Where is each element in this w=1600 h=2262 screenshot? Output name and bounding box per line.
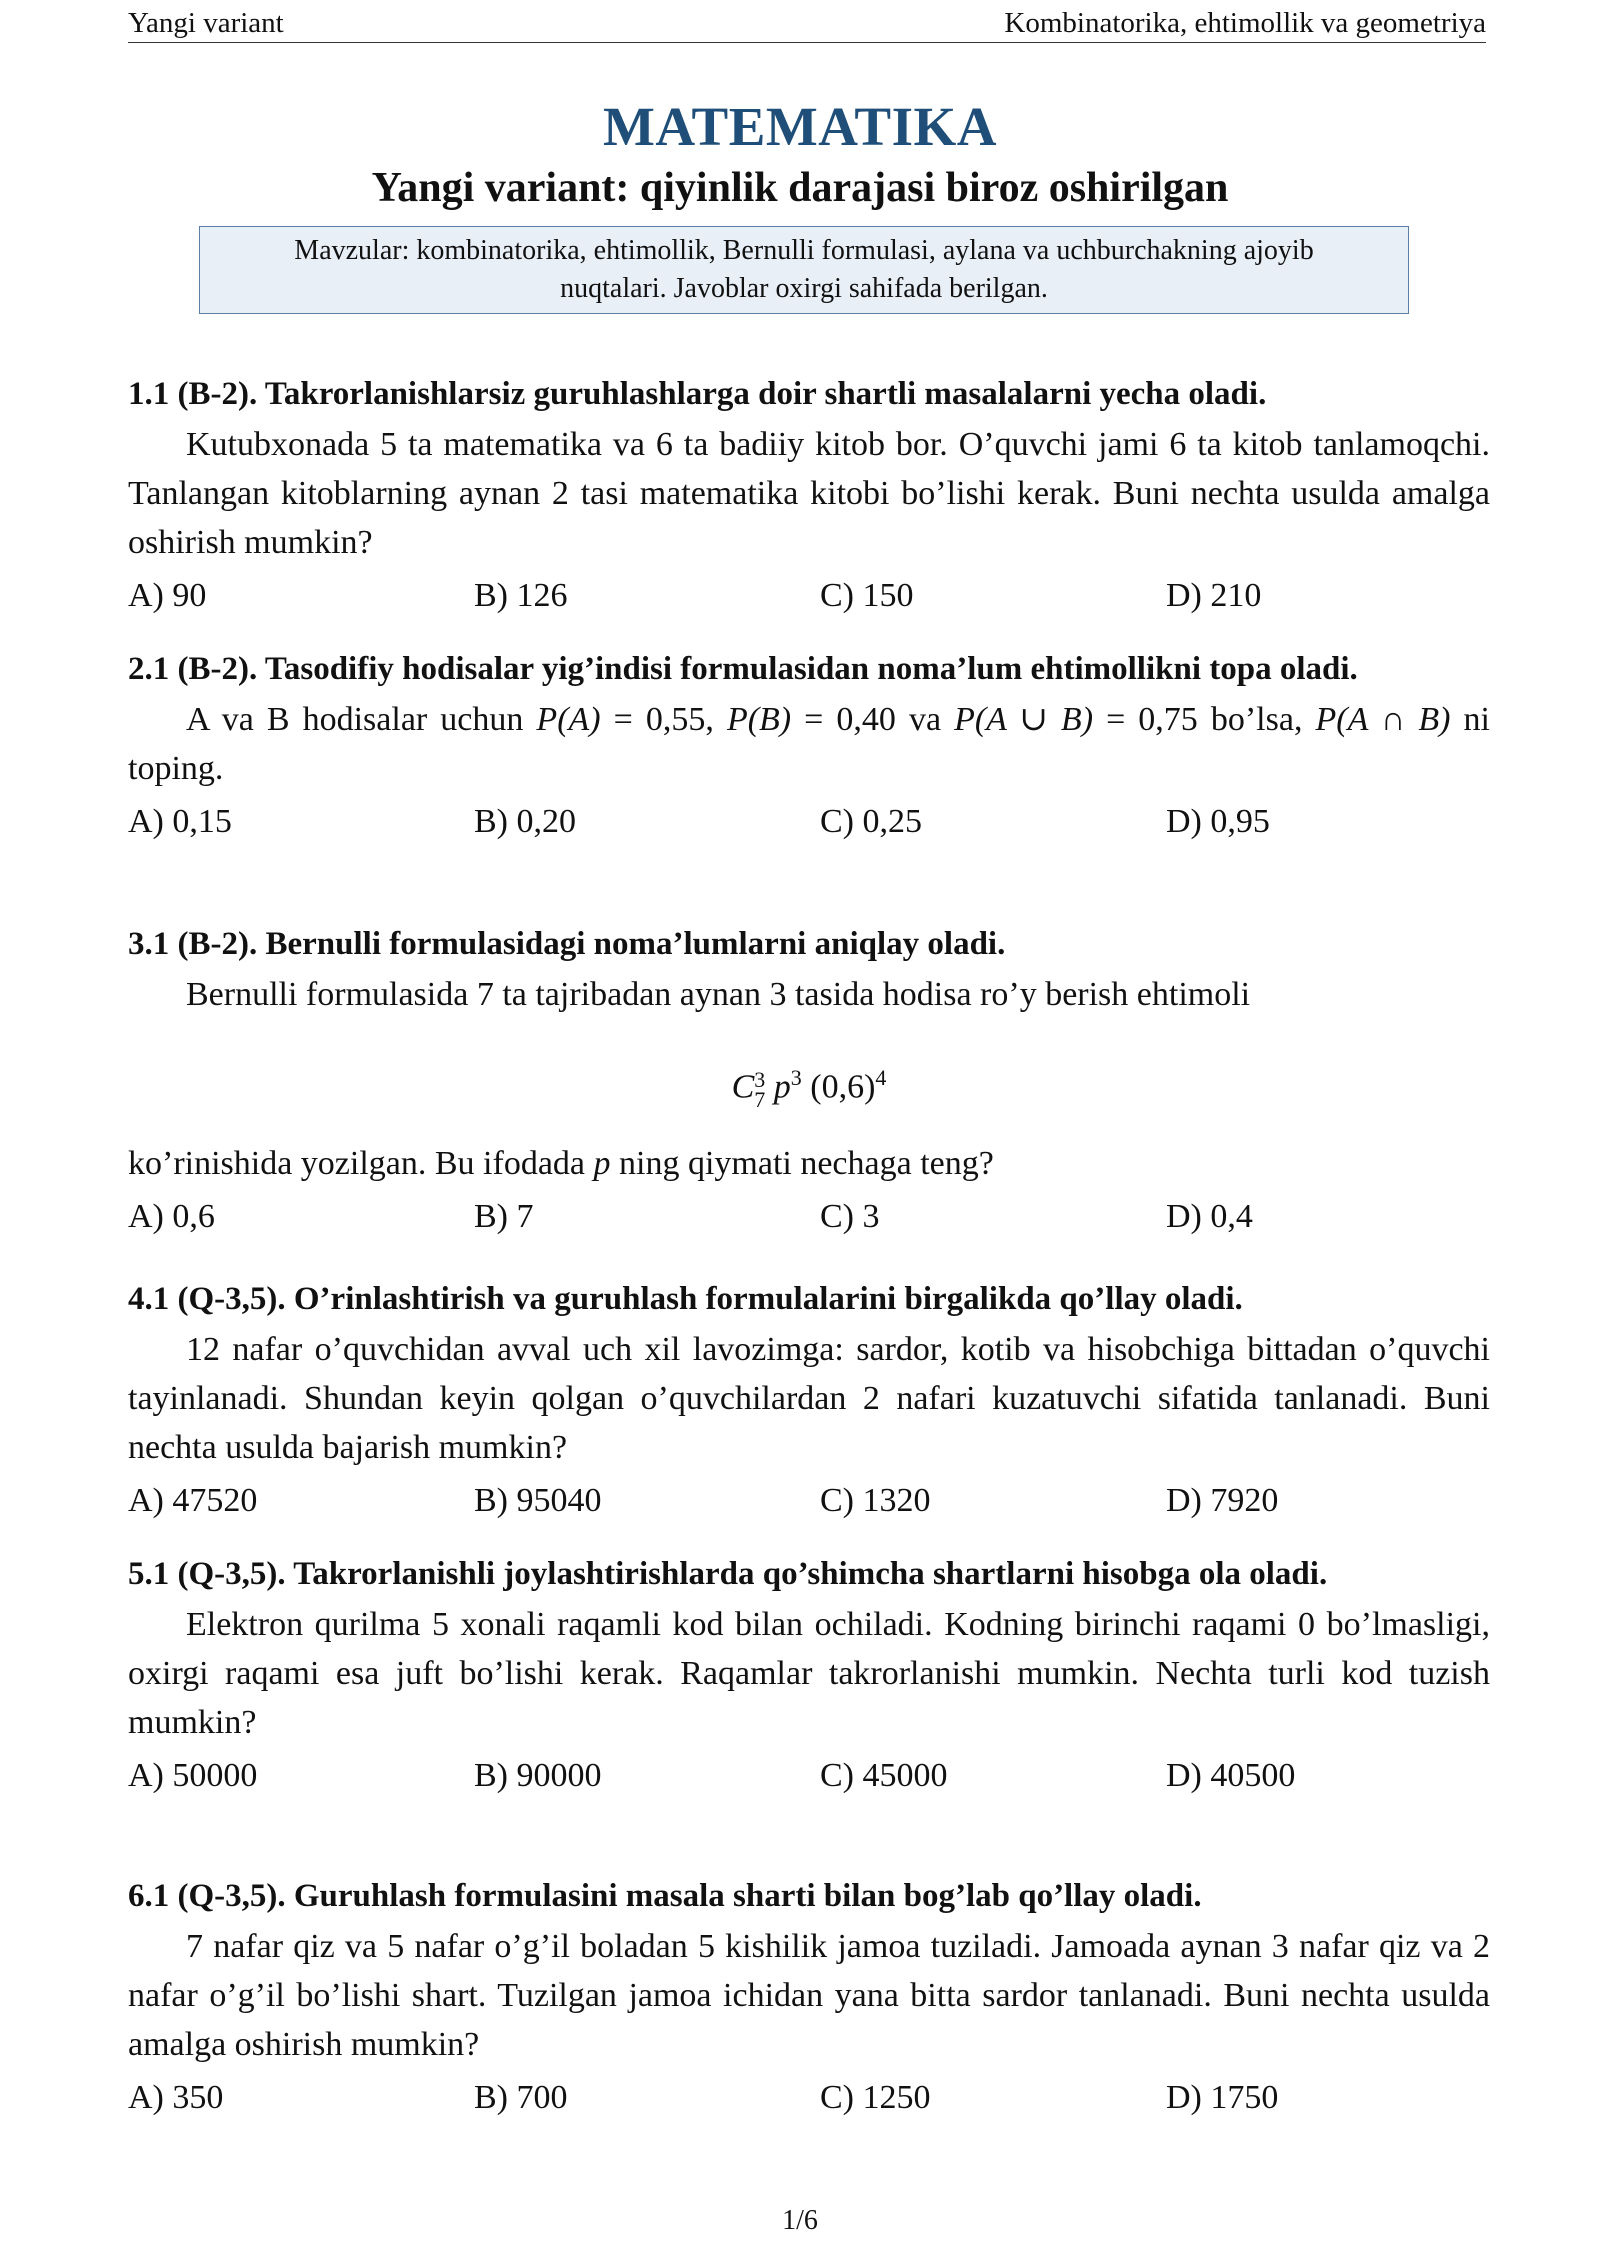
formula-p-exp: 3 xyxy=(790,1065,802,1090)
problem-title: 2.1 (B-2). Tasodifiy hodisalar yig’indisi formulasidan noma’lum ehtimollikni topa oladi. xyxy=(128,651,1358,687)
option-b[interactable]: B) 126 xyxy=(474,577,568,614)
problem-body: 12 nafar o’quvchidan avval uch xil lavozimga: sardor, kotib va hisobchiga bittadan o’quvchi tayinlanadi. Shundan keyin qolgan o’quvchilardan 2 nafari kuzatuvchi sifatida tanlanadi. Buni nechta usulda bajarish mumkin? xyxy=(128,1331,1490,1466)
math-expression: P(A) xyxy=(536,701,601,738)
option-c[interactable]: C) 45000 xyxy=(820,1757,948,1794)
option-b[interactable]: B) 700 xyxy=(474,2079,568,2116)
option-b[interactable]: B) 0,20 xyxy=(474,803,576,840)
problem-title: 4.1 (Q-3,5). O’rinlashtirish va guruhlash formulalarini birgalikda qo’llay oladi. xyxy=(128,1281,1243,1317)
topics-line-1: Mavzular: kombinatorika, ehtimollik, Bernulli formulasi, aylana va uchburchakning ajoyib xyxy=(294,235,1314,266)
option-b[interactable]: B) 95040 xyxy=(474,1482,602,1519)
bernoulli-formula xyxy=(128,1043,1490,1113)
math-variable: p xyxy=(593,1145,611,1182)
formula-base-exp: 4 xyxy=(875,1065,887,1090)
option-c[interactable]: C) 1250 xyxy=(820,2079,931,2116)
body-text: A va B hodisalar uchun xyxy=(186,701,537,738)
formula-sup: 3 xyxy=(754,1066,766,1092)
problem-title: 6.1 (Q-3,5). Guruhlash formulasini masala sharti bilan bog’lab qo’llay oladi. xyxy=(128,1878,1202,1914)
problem-body-cont xyxy=(128,1139,1490,1188)
problem-body: Elektron qurilma 5 xonali raqamli kod bilan ochiladi. Kodning birinchi raqami 0 bo’lmasligi, oxirgi raqami esa juft bo’lishi kerak. Raqamlar takrorlanishi mumkin. Nechta turli kod tuzish mumkin? xyxy=(128,1606,1490,1741)
problem-4 xyxy=(128,1275,1490,1526)
topics-box xyxy=(199,226,1409,314)
option-d[interactable]: D) 40500 xyxy=(1166,1757,1296,1794)
option-b[interactable]: B) 90000 xyxy=(474,1757,602,1794)
option-d[interactable]: D) 7920 xyxy=(1166,1482,1279,1519)
problem-1 xyxy=(128,370,1490,621)
option-d[interactable]: D) 210 xyxy=(1166,577,1262,614)
topics-line-2: nuqtalari. Javoblar oxirgi sahifada berilgan. xyxy=(560,273,1048,304)
answer-options xyxy=(128,571,1490,621)
document-title: MATEMATIKA xyxy=(602,96,998,157)
answer-options xyxy=(128,797,1490,847)
option-b[interactable]: B) 7 xyxy=(474,1198,534,1235)
formula-p: p xyxy=(773,1068,791,1106)
option-a[interactable]: A) 50000 xyxy=(128,1757,258,1794)
math-expression: P(A ∩ B) xyxy=(1315,701,1451,738)
problem-2 xyxy=(128,645,1490,847)
body-text: ni toping. xyxy=(128,701,1490,787)
running-header xyxy=(128,4,1486,43)
option-a[interactable]: A) 0,6 xyxy=(128,1198,215,1235)
problem-body: Bernulli formulasida 7 ta tajribadan aynan 3 tasida hodisa ro’y berish ehtimoli xyxy=(186,976,1251,1013)
problem-5 xyxy=(128,1550,1490,1801)
option-c[interactable]: C) 150 xyxy=(820,577,914,614)
option-c[interactable]: C) 0,25 xyxy=(820,803,922,840)
document-subtitle: Yangi variant: qiyinlik darajasi biroz oshirilgan xyxy=(371,165,1229,211)
formula-base: (0,6) xyxy=(810,1068,876,1106)
option-d[interactable]: D) 1750 xyxy=(1166,2079,1279,2116)
problem-title: 3.1 (B-2). Bernulli formulasidagi noma’lumlarni aniqlay oladi. xyxy=(128,926,1006,962)
option-c[interactable]: C) 3 xyxy=(820,1198,880,1235)
header-left: Yangi variant xyxy=(128,7,284,39)
header-right: Kombinatorika, ehtimollik va geometriya xyxy=(1004,7,1486,39)
body-text: = 0,40 va xyxy=(791,701,955,738)
formula-sub: 7 xyxy=(754,1086,766,1112)
option-a[interactable]: A) 90 xyxy=(128,577,207,614)
option-d[interactable]: D) 0,4 xyxy=(1166,1198,1253,1235)
answer-options xyxy=(128,1751,1490,1801)
math-expression: P(B) xyxy=(726,701,792,738)
problem-body: 7 nafar qiz va 5 nafar o’g’il boladan 5 kishilik jamoa tuziladi. Jamoada aynan 3 nafar qiz va 2 nafar o’g’il bo’lishi shart. Tuzilgan jamoa ichidan yana bitta sardor tanlanadi. Buni nechta usulda amalga oshirish mumkin? xyxy=(128,1928,1490,2063)
option-a[interactable]: A) 47520 xyxy=(128,1482,258,1519)
formula-c: C xyxy=(731,1068,755,1106)
problem-title: 5.1 (Q-3,5). Takrorlanishli joylashtirishlarda qo’shimcha shartlarni hisobga ola oladi. xyxy=(128,1556,1328,1592)
body-text: ko’rinishida yozilgan. Bu ifodada xyxy=(128,1145,594,1182)
problem-body xyxy=(128,695,1490,793)
answer-options xyxy=(128,1192,1490,1242)
option-d[interactable]: D) 0,95 xyxy=(1166,803,1270,840)
problem-3 xyxy=(128,920,1490,1242)
answer-options xyxy=(128,1476,1490,1526)
problem-body: Kutubxonada 5 ta matematika va 6 ta badiiy kitob bor. O’quvchi jami 6 ta kitob tanlamoqchi. Tanlangan kitoblarning aynan 2 tasi matematika kitobi bo’lishi kerak. Buni nechta usulda amalga oshirish mumkin? xyxy=(128,426,1490,561)
option-a[interactable]: A) 350 xyxy=(128,2079,224,2116)
math-expression: P(A ∪ B) xyxy=(954,701,1094,738)
problem-6 xyxy=(128,1872,1490,2123)
problem-title: 1.1 (B-2). Takrorlanishlarsiz guruhlashlarga doir shartli masalalarni yecha oladi. xyxy=(128,376,1267,412)
answer-options xyxy=(128,2073,1490,2123)
option-a[interactable]: A) 0,15 xyxy=(128,803,232,840)
body-text: = 0,55, xyxy=(600,701,727,738)
page-number: 1/6 xyxy=(782,2205,818,2236)
body-text: ning qiymati nechaga teng? xyxy=(610,1145,994,1182)
body-text: = 0,75 bo’lsa, xyxy=(1093,701,1316,738)
option-c[interactable]: C) 1320 xyxy=(820,1482,931,1519)
